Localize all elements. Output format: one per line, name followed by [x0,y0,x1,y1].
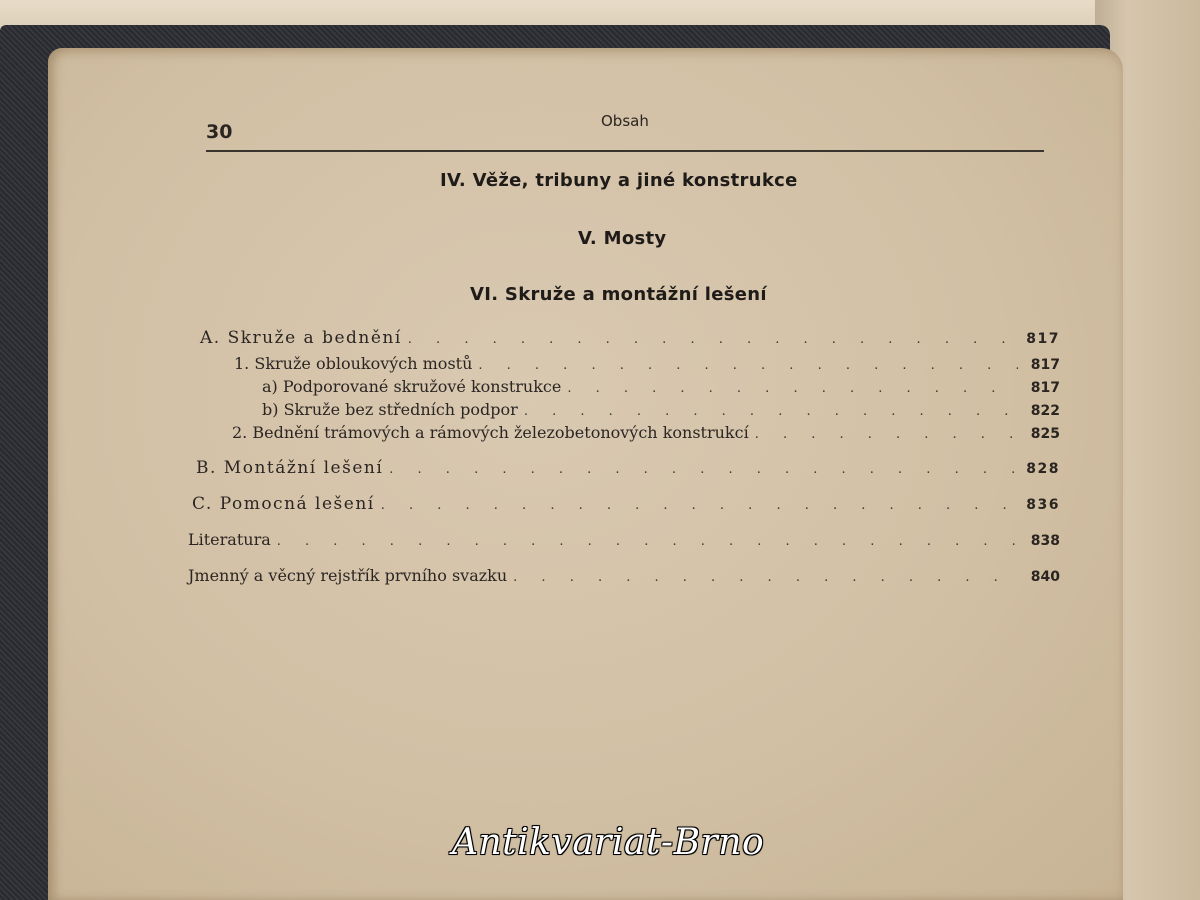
leader-dots [408,332,1018,347]
toc-entry-page: 840 [1030,569,1060,585]
toc-entry-page: 825 [1030,426,1060,442]
page-number: 30 [206,121,233,143]
leader-dots [524,404,1018,419]
toc-entry [262,400,1060,419]
toc-entry-page: 817 [1026,331,1060,347]
toc-entry-page: 836 [1026,497,1060,513]
toc-entry [192,494,1060,514]
toc-entry-page: 838 [1030,533,1060,549]
toc-entry-label: a) Podporované skružové konstrukce [262,377,562,396]
leader-dots [755,427,1018,442]
watermark: Antikvariat-Brno [452,822,765,863]
toc-entry-page: 828 [1026,461,1060,477]
toc-entry [232,423,1060,442]
toc-entry [200,328,1060,348]
leader-dots [513,570,1018,585]
toc-entry [196,458,1060,478]
toc-entry [188,566,1060,585]
running-head: Obsah [601,112,649,130]
toc-entry [262,377,1060,396]
part-heading-iv: IV. Věže, tribuny a jiné konstrukce [440,170,798,191]
leader-dots [567,381,1018,396]
leader-dots [389,462,1018,477]
toc-entry-label: B. Montážní lešení [196,458,384,478]
part-heading-vi: VI. Skruže a montážní lešení [470,284,767,305]
toc-entry-page: 822 [1030,403,1060,419]
toc-entry-label: A. Skruže a bednění [200,328,402,348]
toc-entry [234,354,1060,373]
leader-dots [478,358,1018,373]
leader-dots [277,534,1018,549]
toc-entry-label: C. Pomocná lešení [192,494,375,514]
toc-entry [188,530,1060,549]
page-header [206,112,1044,152]
toc-entry-label: Literatura [188,530,271,549]
part-heading-v: V. Mosty [578,228,667,249]
toc-entry-label: 2. Bednění trámových a rámových železobetonových konstrukcí [232,423,749,442]
toc-entry-label: Jmenný a věcný rejstřík prvního svazku [188,566,508,585]
toc-entry-page: 817 [1030,380,1060,396]
toc-entry-label: 1. Skruže obloukových mostů [234,354,473,373]
leader-dots [381,498,1018,513]
toc-entry-label: b) Skruže bez středních podpor [262,400,518,419]
toc-entry-page: 817 [1030,357,1060,373]
